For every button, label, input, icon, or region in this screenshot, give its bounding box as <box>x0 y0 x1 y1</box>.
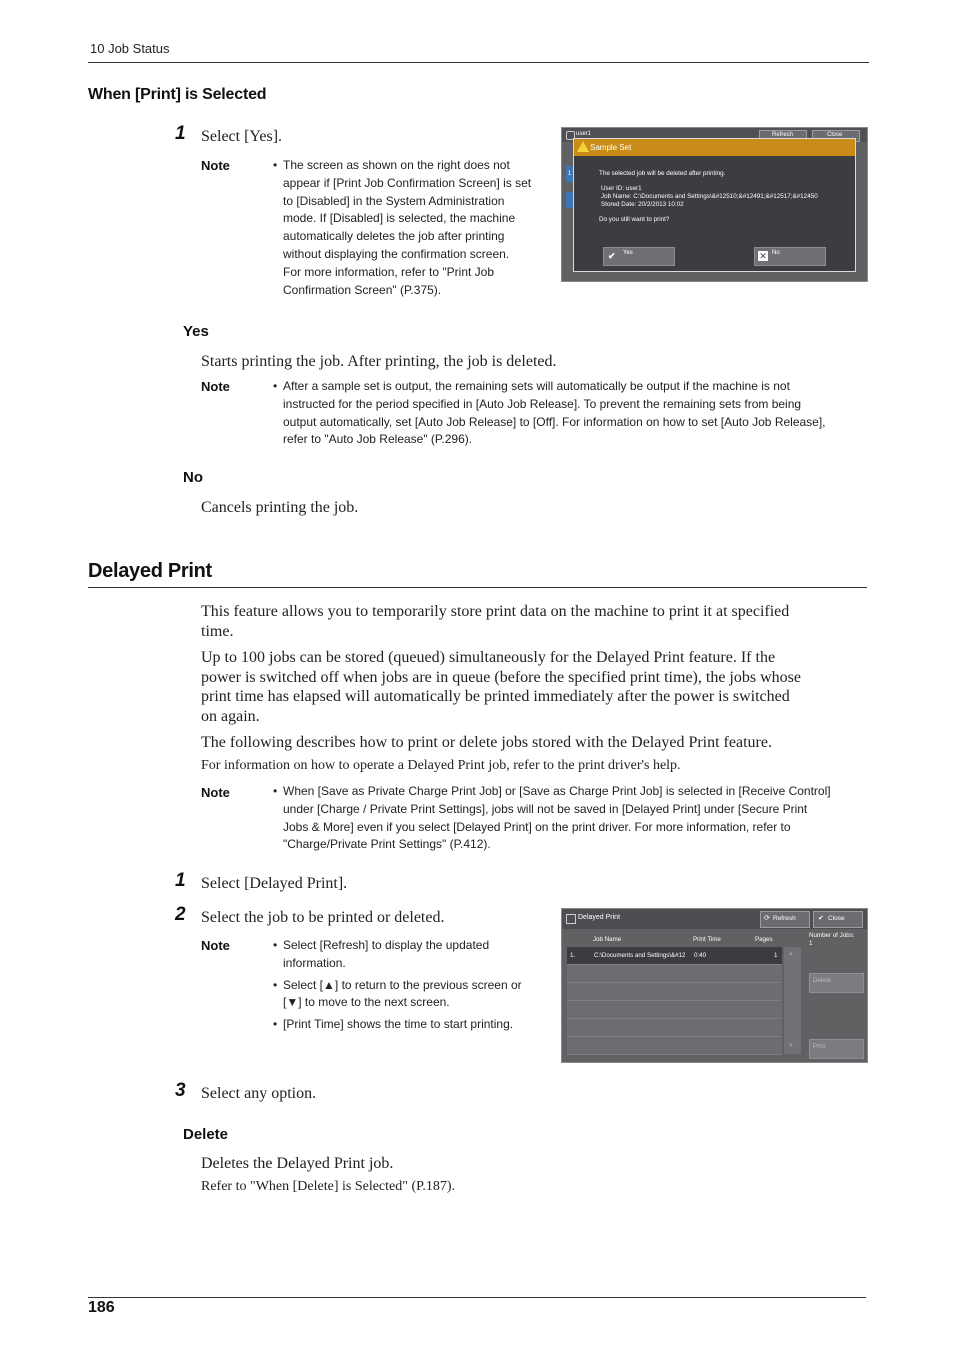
dialog-message: The selected job will be deleted after printing. <box>599 170 726 177</box>
note-body: • Select [Refresh] to display the updated information. • Select [▲] to return to the previous screen or [▼] to move to the next screen. • [Print Time] shows the time to start printing. <box>273 938 522 1032</box>
dialog-titlebar <box>574 139 855 156</box>
delete-button[interactable]: Delete <box>809 973 864 993</box>
dialog-user-id: User ID: user1 <box>601 185 642 192</box>
dialog-stored-date: Stored Date: 20/2/2013 10:02 <box>601 201 684 208</box>
job-row[interactable] <box>567 1037 782 1055</box>
no-description: Cancels printing the job. <box>201 499 359 516</box>
refresh-icon: ⟳ <box>764 915 770 922</box>
paragraph-4: For information on how to operate a Delayed Print job, refer to the print driver's help. <box>201 758 681 773</box>
x-icon: ✕ <box>759 251 767 261</box>
jobs-count-value: 1 <box>809 940 813 947</box>
no-heading: No <box>183 469 203 486</box>
jobs-count-label: Number of Jobs: <box>809 932 855 939</box>
step-text: Select any option. <box>201 1085 317 1102</box>
note-body: • After a sample set is output, the remaining sets will automatically be output if the machine is not instructed for the period specified in [Auto Job Release]. To prevent the remaining sets from being output automatically, set [Auto Job Release] to [Off]. For information on how to set [Auto Job Release], refer to "Auto Job Release" (P.296). <box>273 379 826 447</box>
refresh-button[interactable]: Refresh <box>759 130 807 142</box>
step-text: Select [Delayed Print]. <box>201 875 348 892</box>
dialog-title: Sample Set <box>590 143 632 152</box>
print-button[interactable]: Print <box>809 1039 864 1059</box>
note-body: • When [Save as Private Charge Print Job] or [Save as Charge Print Job] is selected in [Receive Control] under [Charge / Private Print Settings], jobs will not be saved in [Delayed Print] under [Secure Print Jobs & More] even if you select [Delayed Print] on the print driver. For more information, refer to "Charge/Private Print Settings" (P.412). <box>273 784 831 852</box>
dialog-job-name: Job Name: C:\Documents and Settings\&#12510;&#12491;&#12517;&#12450 <box>601 193 818 200</box>
note-label: Note <box>201 379 230 394</box>
job-row[interactable] <box>567 965 782 983</box>
screen-title: Delayed Print <box>578 914 621 921</box>
screen-user: user1 <box>576 131 592 137</box>
yes-button[interactable]: ✔ Yes <box>603 247 675 266</box>
scrollbar[interactable] <box>784 947 801 1054</box>
scroll-up-icon[interactable]: ▲ <box>788 951 794 957</box>
paragraph-3: The following describes how to print or delete jobs stored with the Delayed Print feature. <box>201 734 772 751</box>
step-text: Select the job to be printed or deleted. <box>201 909 445 926</box>
step-number: 3 <box>175 1080 186 1101</box>
step-number: 1 <box>175 123 186 144</box>
dialog-question: Do you still want to print? <box>599 216 670 223</box>
close-button[interactable]: ✔ Close <box>813 911 863 928</box>
step-number: 2 <box>175 904 186 925</box>
note-label: Note <box>201 785 230 800</box>
paragraph-1: This feature allows you to temporarily store print data on the machine to print it at specified time. <box>201 603 790 640</box>
yes-heading: Yes <box>183 323 209 340</box>
note-label: Note <box>201 158 230 173</box>
delayed-print-screenshot <box>561 908 868 1063</box>
delete-heading: Delete <box>183 1126 229 1143</box>
section-heading-delayed-print: Delayed Print <box>88 560 212 582</box>
close-button[interactable]: Close <box>812 130 860 142</box>
col-job-name: Job Name <box>593 936 622 943</box>
note-label: Note <box>201 938 230 953</box>
delete-reference[interactable]: Refer to "When [Delete] is Selected" (P.187). <box>201 1179 456 1194</box>
footer-rule <box>88 1297 866 1298</box>
sample-set-screenshot <box>561 127 868 282</box>
running-header: 10 Job Status <box>90 41 170 56</box>
job-row[interactable] <box>567 1001 782 1019</box>
job-row[interactable] <box>567 1019 782 1037</box>
check-icon: ✔ <box>818 915 824 922</box>
no-button[interactable]: ✕ No <box>754 247 826 266</box>
step-number: 1 <box>175 870 186 891</box>
note-body: • The screen as shown on the right does not appear if [Print Job Confirmation Screen] is set to [Disabled] in the System Administration mode. If [Disabled] is selected, the machine automatically deletes the job after printing without displaying the confirmation screen. For more information, refer to "Print Job Confirmation Screen" (P.375). <box>273 158 532 297</box>
side-tab[interactable]: 1 <box>566 166 573 182</box>
refresh-button[interactable]: ⟳ Refresh <box>760 911 810 928</box>
sample-set-dialog <box>573 138 856 272</box>
scroll-down-icon[interactable]: ▼ <box>788 1043 794 1049</box>
delete-description: Deletes the Delayed Print job. <box>201 1155 394 1172</box>
header-rule <box>88 62 869 63</box>
page-number: 186 <box>88 1299 115 1316</box>
step-text: Select [Yes]. <box>201 128 283 145</box>
section-heading-print: When [Print] is Selected <box>88 86 267 103</box>
col-pages: Pages <box>755 936 773 943</box>
yes-description: Starts printing the job. After printing, the job is deleted. <box>201 353 557 370</box>
section-rule <box>88 587 867 588</box>
side-tab-2[interactable] <box>566 192 573 208</box>
paragraph-2: Up to 100 jobs can be stored (queued) simultaneously for the Delayed Print feature. If the power is switched off when jobs are in queue (before the specified print time), the jobs whose print time has elapsed will automatically be printed immediately after the power is switched on again. <box>201 649 801 725</box>
job-row[interactable] <box>567 983 782 1001</box>
printer-icon <box>566 914 576 924</box>
col-print-time: Print Time <box>693 936 721 943</box>
check-icon: ✔ <box>608 251 616 261</box>
job-row-selected[interactable]: 1. C:\Documents and Settings\&#12 0:40 1 <box>567 947 782 965</box>
warning-icon <box>577 141 589 152</box>
